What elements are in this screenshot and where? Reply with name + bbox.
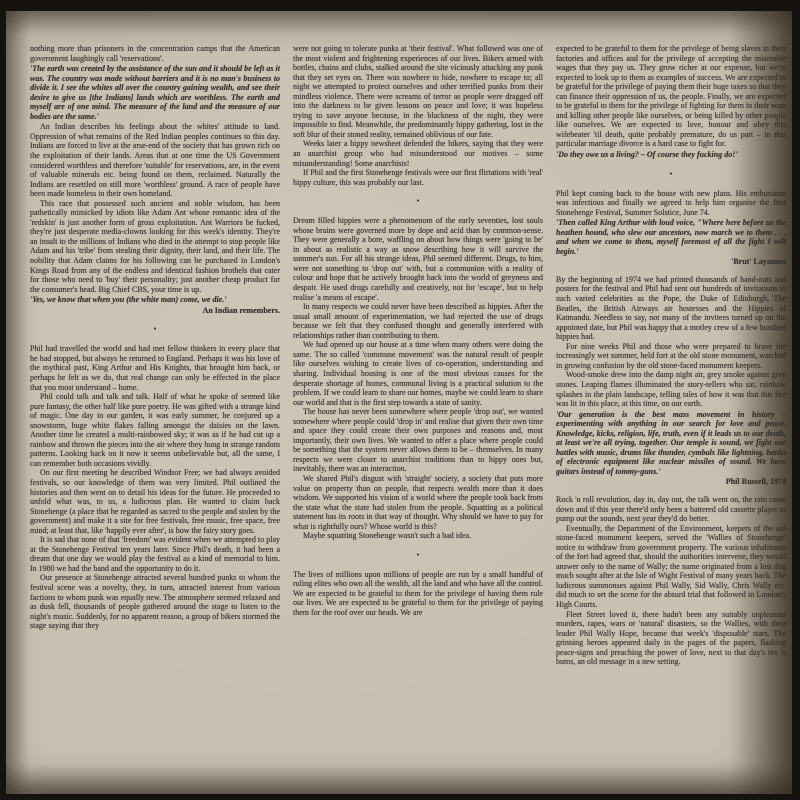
paragraph: nothing more than prisoners in the concentration camps that the American government laughingly call 'reservations'. xyxy=(30,44,280,63)
paragraph: Phil kept coming back to the house with new plans. His enthusiasm was infectious and finally we agreed to help him organise the first Stonehenge Festival, Summer Solstice, June 74. xyxy=(556,188,786,217)
section-separator-dot: • xyxy=(416,550,420,559)
paragraph: If Phil and the first Stonehenge festivals were our first flirtations with 'real' hippy culture, this was probably our last. xyxy=(293,168,543,187)
section-separator-dot: • xyxy=(416,197,420,206)
paragraph: This race that possessed such ancient and noble wisdom, has been pathetically mimicked by idiots like Adam Ant whose romantic idea of the 'redskin' is just another form of gross exploitation. Ant Warriors be fucked, they're just desperate media-clowns looking for this week's identity. They're an insult to the millions of Indians who died in the attempt to stop people like Adam and his 'tribe' from stealing their dignity, their land, and their life. The nobility that Adam claims for his following can be purchased in London's Kings Road from any of the endless and identical fashion brothels that cater for those who need to 'buy' their personality; just another cheap product for the consumer's head. Big Chief CBS, your time is up. xyxy=(30,198,280,294)
paragraph: Weeks later a hippy newsheet defended the bikers, saying that they were an anarchist group who had misunderstood our motives – some misunderstanding! Some anarchists! xyxy=(293,139,543,168)
quoted-passage: 'Yes, we know that when you (the white man) come, we die.' xyxy=(30,295,227,305)
paragraph: It is sad that none of that 'freedom' was evident when we attempted to play at the Stonehenge Festival ten years later. Since Phil's death, it had been a dream that one day we would play the festival as a kind of memorial to him. In 1980 we had the band and the opportunity to do it. xyxy=(30,535,280,573)
quote-attribution: An Indian remembers. xyxy=(202,305,280,315)
paragraph: Eventually, the Department of the Environment, keepers of the old stone-faced monument keepers, served the 'Wallies of Stonehenge' notice to withdraw from government property. The various inhabitants of the fort had agreed that, should the authorities intervene, they would answer only to the name of Wally; the name originated from a lost dog much sought after at the Isle of Wight Festival of many years back. The ludicrous summonses against Phil Wally, Sid Wally, Chris Wally etc. did much to set the scene for the absurd trial that followed in London's High Courts. xyxy=(556,523,786,609)
paragraph: Phil could talk and talk and talk. Half of what he spoke of seemed like pure fantasy, the other half like pure poetry. He was gifted with a strange kind of magic. One day in our garden, it was early summer, he conjured up a snowstorm, huge white flakes falling amongst the daisies on the lawn. Another time he created a multi-rainbowed sky; it was as if he had cut up a rainbow and thrown the pieces into the air where they hung in strange random patterns. Looking back on it now it seems unbelievable but, all the same, I can remember both occasions vividly. xyxy=(30,392,280,468)
text-column-3 xyxy=(556,44,786,786)
paragraph: The lives of millions upon millions of people are run by a small handful of ruling elites who own all the wealth, all the land and who have all the control. We are expected to be grateful to them for the privilege of having them rule our lives. We are expected to be grateful to them for the privilege of paying them for the roof over our heads. We are xyxy=(293,569,543,617)
text-column-1 xyxy=(30,44,280,786)
text-column-2 xyxy=(293,44,543,786)
paragraph: expected to be grateful to them for the privilege of being slaves in their factories and offices and for the privilege of accepting the miserable wages that they pay us. They grow richer at our expense, but we're expected to look up to them as examples of success. We are expected to be grateful for the privilege of paying them their huge taxes so that they can finance their oppression of us, the people. Finally, we are expected to be grateful to them for the privilege of fighting for them in their wars and killing other people like ourselves, or being killed by other people like ourselves. We are expected to love, honour and obey this wifebeater 'til death, quite probably premature, do us part – in this particular marriage divorce is a hard case to fight for. xyxy=(556,44,786,149)
paragraph: Maybe squatting Stonehenge wasn't such a bad idea. xyxy=(303,531,472,541)
paragraph: An Indian describes his feelings about the whites' attitude to land. Oppression of what remains of the Red Indian peoples continues to this day. Indians are forced to live at the arse-end of the society that has grown rich on the exploitation of their lands. Areas that at one time the US Government considered worthless and therefore 'suitable' for reservations, are, in the event of valuable minerals etc. being found on them, reclaimed. Naturally the Indians are resettled on still more 'worthless' ground. A race of people have been made homeless in their own homeland. xyxy=(30,122,280,199)
quoted-passage: 'Then called King Arthur with loud voice, "Where here before us the heathen hound, who slew our ancestors, now march we to them . . . and when we come to them, myself foremost of all the fight I will begin.' xyxy=(556,218,786,256)
page-text-area xyxy=(6,11,792,794)
paragraph: Rock 'n roll revolution, day in, day out, the talk went on, the rain came down and if this year there'd only been a battered old cassette player to pump out the sounds, next year they'd do better. xyxy=(556,494,786,524)
paragraph: We shared Phil's disgust with 'straight' society, a society that puts more value on property than on people, that respects wealth more than it does wisdom. We supported his vision of a world where the people took back from the state what the state had stolen from the people. Squatting as a political statement has its roots in that way of thought. Why should we have to pay for what is rightfully ours? Whose world is this? xyxy=(293,473,543,531)
paragraph: In many respects we could never have been described as hippies. After the usual small amount of experimentation, we had rejected the use of drugs because we felt that they confused thought and generally interfered with relationships rather than contributing to them. xyxy=(293,302,543,340)
paragraph: Fleet Street loved it, there hadn't been any suitably unpleasant murders, rapes, wars or 'natural' disasters, so the Wallies, with their leader Phil Wally Hope, became that week's 'disposable' stars. The grinning heroes appeared daily in the pages of the papers, flashing peace-signs and preaching the power of love, next to that day's tits 'n bums, an old message in a new setting. xyxy=(556,609,786,667)
paragraph: Wood-smoke drew into the damp night air, grey smoke against grey stones. Leaping flames illuminated the story-tellers who sat, rainbow splashes in the plain landscape, telling tales of how it was that this fire was lit in this place, at this time, on our earth. xyxy=(556,370,786,409)
quoted-passage: 'Do they owe us a living? – Of course they fucking do!' xyxy=(556,150,738,160)
quoted-passage: 'Our generation is the best mass movement in history – experimenting with anything in our search for love and peace. Knowledge, kicks, religion, life, truth, even if it leads us to our death, at least we're all trying, together. Our temple is sound, we fight our battles with music, drums like thunder, cymbals like lightning, banks of electronic equipment like nuclear missiles of sound. We have guitars instead of tommy-guns.' xyxy=(556,409,786,476)
paragraph: Dream filled hippies were a phenomenom of the early seventies, lost souls whose brains were governed more by dope and acid than by common-sense. They were generally a bore, waffling on about how things were 'going to be' in about as realistic a way as snow describing how it will survive the summer's sun. For all his strange ideas, Phil seemed different. Drugs, to him, were not something to 'drop out' with, but a communion with a reality of colour and hope that he actively brought back into the world of greyness and despair. He used drugs carefully and creatively, not for 'escape', but to help realise 'a means of escape'. xyxy=(293,216,543,302)
paragraph: were not going to tolerate punks at 'their festival'. What followed was one of the most violent and frightening experiences of our lives. Bikers armed with bottles, chains and clubs, stalked around the site viciously attacking any punk that they set eyes on. There was nowhere to hide, nowhere to escape to; all night we attempted to protect ourselves and other terrified punks from their mindless violence. There were screams of terror as people were dragged off into the darkness to be given lessons on peace and love; it was hopeless trying to save anyone because, in the blackness of the night, they were impossible to find. Meanwhile, the predominantly hippy gathering, lost in the soft blur of their stoned reality, remained oblivious of our fate. xyxy=(293,44,543,139)
paragraph: By the beginning of 1974 we had printed thousands of hand-outs and posters for the festival and Phil had sent out hundreds of invitations to such varied celebrities as the Pope, the Duke of Edinburgh, The Beatles, the British Airways air hostesses and the Hippies of Katmandu. Needless to say, not many of the invitees turned up on the appointed date, but Phil was happy that a motley crew of a few hundred hippies had. xyxy=(556,274,786,342)
quote-attribution: Phil Russell, 1974 xyxy=(725,477,786,487)
section-separator-dot: • xyxy=(669,169,673,178)
paragraph: Our presence at Stonehenge attracted several hundred punks to whom the festival scene was a novelty, they, in turn, attracted interest from various factions to whom punk was equally new. The atmosphere seemed relaxed and as dusk fell, thousands of people gathered around the stage to listen to the night's music. Suddenly, for no apparent reason, a group of bikers stormed the stage saying that they xyxy=(30,573,280,631)
paragraph: For nine weeks Phil and those who were prepared to brave the increasingly wet summer, held fort at the old stone monument, watched in growing confusion by the old stone-faced monument keepers. xyxy=(556,341,786,370)
section-separator-dot: • xyxy=(153,325,157,334)
paragraph: The house has never been somewhere where people 'drop out', we wanted somewhere where people could 'drop in' and realise that given their own time and space they could create their own purposes and reasons and, most importantly, their own lives. We wanted to offer a place where people could be something that the system never allows them to be – themselves. In many respects we were closer to anarchist traditions than to hippy ones but, inevitably, there was an interaction. xyxy=(293,407,543,474)
paragraph: Phil had travelled the world and had met fellow thinkers in every place that he had stopped, but always he returned to England. Perhaps it was his love of the mythical past, King Arthur and His Knights, that brought him back, or perhaps he felt as we do, that real change can only be effected in the place that you most understand – home. xyxy=(30,344,280,392)
quote-attribution: 'Brut' Layamon xyxy=(731,257,786,267)
paragraph: On our first meeting he described Windsor Free; we had always avoided festivals, so our knowledge of them was very limited. Phil outlined the histories and then went on to detail his ideas for the future. He proceeded to unfold what was, to us, a ludicrous plan. He wanted to claim back Stonehenge (a place that he regarded as sacred to the people and stolen by the government) and make it a site for free festivals, free music, free space, free mind; at least that, like 'happily ever after', is how the fairy story goes. xyxy=(30,468,280,535)
paragraph: We had opened up our house at a time when many others were doing the same. The so called 'commune movement' was the natural result of people like ourselves wishing to create lives of co-operation, understanding and sharing. Individual housing is one of the most obvious causes for the desperate shortage of homes, communal living is a practical solution to the problem. If we could learn to share our homes, maybe we could learn to share our world and that is the first step towards a state of sanity. xyxy=(293,340,543,407)
quoted-passage: 'The earth was created by the assistance of the sun and it should be left as it was. The country was made without barriers and it is no man's business to divide it. I see the whites all over the country gaining wealth, and see their desire to give us [the Indians] lands which are worthless. The earth and myself are of one mind. The measure of the land and the measure of our bodies are the same.' xyxy=(30,64,280,121)
